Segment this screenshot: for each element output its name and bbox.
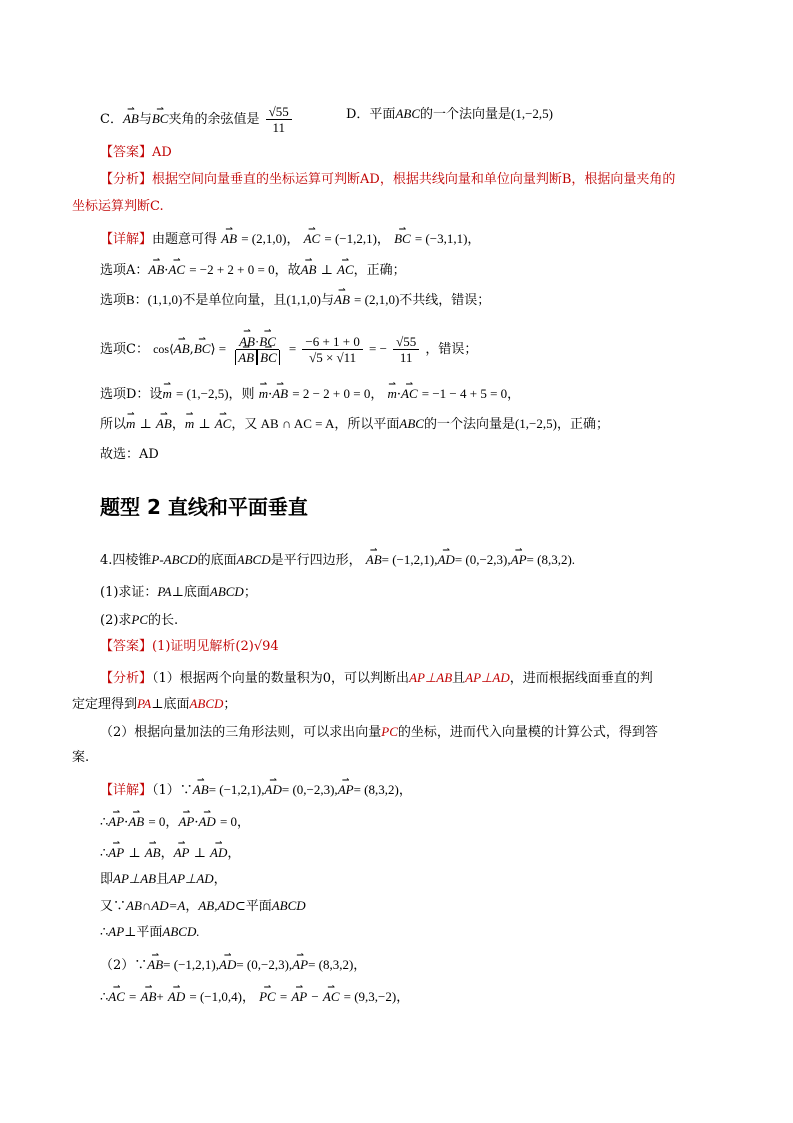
- line-pa: PA: [157, 584, 172, 599]
- choose-1: 故选：AD: [100, 447, 159, 462]
- vector-ab: ⇀ AB: [147, 955, 163, 975]
- vector-ad: ⇀ AD: [437, 550, 454, 570]
- end-comma: ，: [213, 872, 227, 887]
- vector-ap: ⇀ AP: [174, 843, 190, 863]
- fraction-numeric: [302, 334, 363, 365]
- analysis-2-line3: [100, 722, 658, 743]
- fraction-sqrt55-over-11: [393, 334, 419, 365]
- opt-label: 选项D：设: [100, 387, 163, 402]
- therefore: ∴: [100, 925, 109, 940]
- answer-1: [100, 143, 172, 163]
- ac-value: = (−1,0,4)，: [189, 989, 255, 1004]
- plane-abc: ABC: [395, 106, 420, 121]
- vector-ab: ⇀ AB: [272, 384, 288, 404]
- detail-2-line2: [100, 812, 250, 833]
- dot-symbol: ·: [254, 334, 260, 349]
- eq-zero: = 0，: [148, 814, 179, 829]
- option-c-label: C．: [100, 112, 123, 127]
- norm-ab: ⇀ AB: [235, 350, 257, 365]
- equals: =: [129, 989, 137, 1004]
- q4-text1: 4.四棱锥: [100, 553, 152, 568]
- plane-abcd: ABCD.: [162, 924, 200, 939]
- opt-b-text: 选项B：(1,1,0)不是单位向量，且(1,1,0)与: [100, 292, 334, 307]
- separator: ，: [171, 417, 185, 432]
- analysis-2-line4: 案.: [72, 750, 90, 765]
- ap-perp-ad: AP⊥AD: [169, 871, 214, 886]
- vector-ac: ⇀ AC: [215, 414, 232, 434]
- plane-abcd: ABCD: [189, 696, 224, 711]
- frac-den: √5 × √11: [309, 350, 357, 365]
- vector-ad: ⇀ AD: [210, 843, 227, 863]
- opt-d2-text2: 的一个法向量是(1,−2,5)，正确；: [423, 416, 609, 431]
- norm-bc: ⇀ BC: [257, 350, 280, 365]
- vector-ac: ⇀ AC: [108, 987, 125, 1007]
- analysis-1-line2: 坐标运算判断C.: [72, 199, 164, 214]
- vector-ab: ⇀ AB: [221, 229, 237, 249]
- perp-symbol: ⊥: [320, 263, 333, 278]
- analysis-tag: 【分析】: [100, 671, 153, 686]
- ap-value: = (8,3,2)，: [353, 782, 412, 797]
- m-value: = (1,−2,5)，则: [175, 386, 255, 401]
- analysis-1-line1: [100, 170, 675, 190]
- option-c-calc-line: [100, 334, 477, 365]
- frac-den: 11: [272, 120, 285, 135]
- separator: ，: [185, 899, 199, 914]
- ab-value: = (−1,2,1),: [208, 782, 265, 797]
- vector-m: ⇀ m: [387, 384, 396, 404]
- detail-2-line6: [100, 922, 200, 943]
- analysis-text-c: ；: [223, 697, 237, 712]
- vector-ac: ⇀ AC: [337, 260, 354, 280]
- option-b-line: [100, 290, 490, 311]
- ap-value: = (8,3,2)，: [308, 957, 367, 972]
- vector-ad: ⇀ AD: [265, 780, 282, 800]
- ap-perp-ad: AP⊥AD: [465, 670, 510, 685]
- line-pc: PC: [131, 612, 149, 627]
- opt-label: 选项C：: [100, 342, 149, 357]
- vector-ap: ⇀ AP: [292, 955, 308, 975]
- intersection: AB∩AD=A: [126, 898, 186, 913]
- detail-2-line5: [100, 896, 306, 917]
- q4-1-text: (1)求证：: [100, 585, 158, 600]
- answer-value: (1)证明见解析(2)√94: [152, 639, 279, 654]
- ad-value: = (0,−2,3),: [454, 552, 511, 567]
- vector-ap: ⇀ AP: [291, 987, 307, 1007]
- analysis-text: （2）根据向量加法的三角形法则，可以求出向量: [100, 725, 382, 740]
- vector-ab: ⇀ AB: [334, 290, 350, 310]
- question-4: [100, 550, 575, 571]
- vector-ab: ⇀ AB: [193, 780, 209, 800]
- opt-b-text2: = (2,1,0)不共线，错误；: [354, 292, 491, 307]
- ap-perp-ab: AP⊥AB: [113, 871, 157, 886]
- perp-symbol: ⊥: [139, 417, 152, 432]
- perp-symbol: ⊥: [198, 417, 211, 432]
- normal-vector: (1,−2,5): [511, 106, 554, 121]
- opt-a-calc: = −2 + 2 + 0 = 0，故: [189, 262, 301, 277]
- equals-minus: = −: [369, 341, 387, 356]
- analysis-text-b: 的坐标，进而代入向量模的计算公式，得到答: [397, 725, 658, 740]
- since-text: （2）∵: [100, 958, 148, 973]
- vector-ac: ⇀ AC: [304, 229, 321, 249]
- frac-den: [232, 350, 283, 365]
- option-d-calc-line: [100, 384, 520, 405]
- vector-ap: ⇀ AP: [108, 812, 124, 832]
- frac-num: √55: [393, 334, 419, 350]
- perp-plane: ⊥平面: [124, 925, 163, 940]
- question-4-part2: [100, 610, 178, 631]
- option-c-line: [100, 104, 294, 135]
- opt-label: 选项A：: [100, 263, 149, 278]
- dot-symbol: ·: [124, 815, 129, 830]
- and-text: 且: [156, 872, 170, 887]
- ab-value: = (−1,2,1),: [381, 552, 438, 567]
- vector-bc: ⇀ BC: [394, 229, 411, 249]
- ac-value: = (−1,2,1)，: [324, 231, 390, 246]
- vector-ab: ⇀ AB: [366, 550, 382, 570]
- detail-intro: 由题意可得: [152, 232, 218, 247]
- vector-ap: ⇀ AP: [178, 812, 194, 832]
- answer-tag: 【答案】: [100, 145, 153, 160]
- vector-ab: ⇀ AB: [239, 334, 255, 349]
- minus: −: [311, 989, 319, 1004]
- section-title: 题型 2 直线和平面垂直: [100, 495, 308, 519]
- vector-ab: ⇀ AB: [141, 987, 157, 1007]
- therefore: ∴: [100, 846, 109, 861]
- eq-zero: = 0，: [219, 814, 251, 829]
- vector-pc: ⇀ PC: [259, 987, 276, 1007]
- vector-m: ⇀ m: [259, 384, 268, 404]
- answer-2: [100, 637, 279, 657]
- ab-value: = (2,1,0)，: [241, 231, 300, 246]
- vector-ac: ⇀ AC: [401, 384, 418, 404]
- analysis-text: 定定理得到: [72, 697, 138, 712]
- end-comma: ，: [227, 846, 241, 861]
- detail-2-line3: [100, 843, 240, 864]
- perp-symbol: ⊥: [128, 846, 141, 861]
- also-since: 又∵: [100, 899, 127, 914]
- q4-text2: 的底面: [197, 553, 237, 568]
- detail-2-line8: [100, 987, 409, 1008]
- angle-close: ⟩ =: [210, 341, 227, 356]
- ad-value: = (0,−2,3),: [281, 782, 338, 797]
- vector-ad: ⇀ AD: [168, 987, 185, 1007]
- analysis-tag: 【分析】: [100, 172, 153, 187]
- vector-bc: ⇀ BC: [194, 339, 211, 359]
- ap-value: = (8,3,2).: [526, 552, 576, 567]
- ab-value: = (−1,2,1),: [163, 957, 219, 972]
- analysis-2-line2: [72, 694, 236, 715]
- opt-a-end: ，正确；: [353, 263, 406, 278]
- plane-abc: ABC: [399, 416, 424, 431]
- detail-2-line4: [100, 869, 227, 890]
- option-d-conclusion-line: [100, 414, 609, 435]
- plus: +: [156, 989, 164, 1004]
- cos-symbol: cos⟨: [153, 342, 174, 356]
- and-text: 且: [452, 671, 466, 686]
- analysis-text-b: ，进而根据线面垂直的判: [509, 671, 653, 686]
- detail-2-line1: [100, 780, 412, 801]
- option-d-line: [346, 104, 553, 125]
- fraction-dot-over-norms: [232, 334, 283, 365]
- joiner-text: 与: [138, 112, 152, 127]
- vector-bc: ⇀ BC: [152, 109, 169, 129]
- plane-abcd: ABCD: [209, 584, 244, 599]
- base-name: ABCD: [236, 552, 271, 567]
- therefore: ∴: [100, 990, 109, 1005]
- vector-ab: ⇀ AB: [148, 260, 164, 280]
- pc-value: = (9,3,−2)，: [343, 989, 410, 1004]
- line-pa: PA: [137, 696, 152, 711]
- equals: =: [288, 341, 297, 356]
- dot-symbol: ·: [164, 263, 169, 278]
- option-c-text: 夹角的余弦值是: [168, 112, 260, 127]
- analysis-2-line1: [100, 668, 653, 689]
- vector-ad: ⇀ AD: [219, 955, 236, 975]
- vector-ab: ⇀ AB: [174, 339, 190, 359]
- lines-ab-ad: AB,AD: [198, 898, 235, 913]
- q4-text3: 是平行四边形，: [270, 553, 362, 568]
- answer-tag: 【答案】: [100, 639, 153, 654]
- subset-plane: ⊂平面: [234, 899, 272, 914]
- line-pc: PC: [381, 724, 398, 739]
- q4-2-end: 的长.: [148, 613, 179, 628]
- question-4-part1: [100, 582, 257, 603]
- answer-value: AD: [152, 145, 172, 160]
- frac-num: −6 + 1 + 0: [302, 334, 363, 350]
- vector-ap: ⇀ AP: [338, 780, 354, 800]
- comma: ,: [189, 342, 194, 357]
- fraction-sqrt55-over-11: [266, 104, 292, 135]
- vector-ad: ⇀ AD: [198, 812, 215, 832]
- opt-d2-text: ，又 AB ∩ AC = A，所以平面: [231, 416, 400, 431]
- perp-symbol: ⊥: [193, 846, 206, 861]
- separator: ，: [160, 846, 174, 861]
- detail-tag: 【详解】: [100, 783, 153, 798]
- option-a-line: [100, 260, 406, 281]
- q4-1-text2: ⊥底面: [171, 585, 210, 600]
- namely: 即: [100, 872, 114, 887]
- frac-num: √55: [266, 104, 292, 120]
- vector-ap: ⇀ AP: [108, 843, 124, 863]
- vector-m: ⇀ m: [162, 384, 171, 404]
- ap-perp-ab: AP⊥AB: [409, 670, 453, 685]
- vector-ap: ⇀ AP: [511, 550, 527, 570]
- calc-2: = −1 − 4 + 5 = 0，: [421, 386, 521, 401]
- analysis-text: 根据空间向量垂直的坐标运算可判断AD，根据共线向量和单位向量判断B，根据向量夹角的: [152, 172, 676, 187]
- detail-1: [100, 229, 480, 250]
- calc-1: = 2 − 2 + 0 = 0，: [292, 386, 384, 401]
- vector-ab: ⇀ AB: [301, 260, 317, 280]
- pyramid-name: P-ABCD: [151, 552, 198, 567]
- since-text: （1）∵: [152, 783, 193, 798]
- ad-value: = (0,−2,3),: [236, 957, 293, 972]
- vector-bc: ⇀ BC: [259, 334, 276, 349]
- option-d-text: 的一个法向量是: [420, 107, 512, 122]
- vector-m: ⇀ m: [126, 414, 135, 434]
- equals: =: [279, 989, 288, 1004]
- dot-symbol: ·: [194, 815, 199, 830]
- analysis-text-b: ⊥底面: [151, 697, 190, 712]
- vector-ab: ⇀ AB: [123, 109, 139, 129]
- q4-2-text: (2)求: [100, 613, 132, 628]
- dot-symbol: ·: [268, 387, 273, 402]
- q4-1-end: ；: [243, 585, 257, 600]
- bc-value: = (−3,1,1)，: [414, 231, 481, 246]
- line-ap: AP: [108, 924, 125, 939]
- detail-tag: 【详解】: [100, 232, 153, 247]
- vector-ac: ⇀ AC: [323, 987, 340, 1007]
- vector-m: ⇀ m: [185, 414, 194, 434]
- vector-ab: ⇀ AB: [128, 812, 144, 832]
- so-text: 所以: [100, 417, 127, 432]
- opt-c-end: ，错误；: [425, 342, 478, 357]
- therefore: ∴: [100, 815, 109, 830]
- plane-abcd: ABCD: [271, 898, 306, 913]
- detail-2-line7: [100, 955, 366, 976]
- frac-den: 11: [399, 350, 413, 365]
- vector-ac: ⇀ AC: [168, 260, 185, 280]
- vector-ab: ⇀ AB: [156, 414, 172, 434]
- option-d-label: D．平面: [346, 107, 396, 122]
- dot-symbol: ·: [396, 387, 401, 402]
- vector-ab: ⇀ AB: [145, 843, 161, 863]
- analysis-text: （1）根据两个向量的数量积为0，可以判断出: [152, 671, 410, 686]
